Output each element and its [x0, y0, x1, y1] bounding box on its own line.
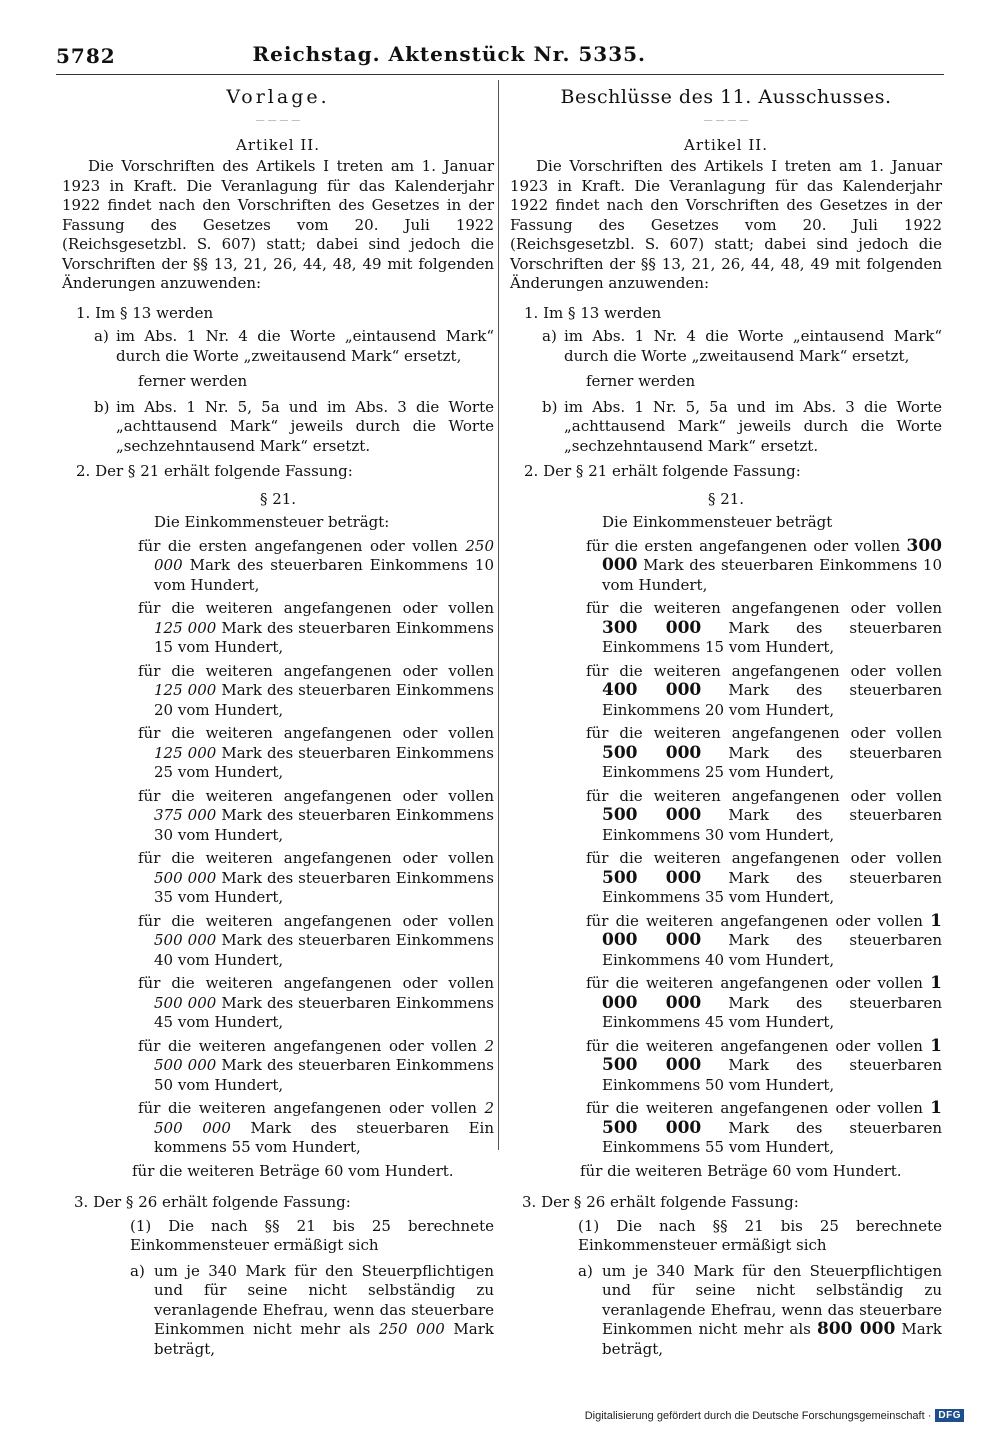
item-3a	[578, 1262, 942, 1360]
bracket-text-post: Mark des steuerbaren Einkommens 30 vom Hundert,	[154, 806, 494, 844]
bracket-amount: 2 500 000	[154, 1036, 494, 1074]
bracket-amount: 125 000	[154, 743, 217, 762]
bracket-text-post: Mark des steuerbaren Einkommens 35 vom Hundert,	[602, 868, 942, 906]
right-column	[510, 88, 942, 1359]
column-title: Vorlage.	[226, 86, 330, 108]
bracket-amount: 1 000 000	[602, 910, 942, 950]
tax-bracket	[586, 912, 942, 971]
bracket-text-post: Mark des steuerbaren Einkommens 50 vom Hundert,	[154, 1056, 494, 1094]
ferner-line: ferner werden	[138, 372, 248, 390]
bracket-amount: 125 000	[154, 618, 217, 637]
bracket-text-pre: für die weiteren angefangenen oder vollen	[586, 911, 931, 930]
tax-bracket	[138, 849, 494, 908]
tax-bracket	[586, 724, 942, 783]
bracket-text-post: Mark des steuerbaren Einkommens 25 vom Hundert,	[602, 743, 942, 781]
bracket-text-pre: für die ersten angefangenen oder vollen	[138, 536, 466, 555]
item-text	[154, 1262, 494, 1360]
bracket-text-post: Mark des steuerbaren Einkommens 15 vom Hundert,	[602, 618, 942, 656]
left-column	[62, 88, 494, 1359]
section-heading: § 21.	[259, 489, 297, 508]
bracket-text-post: Mark des steuerbaren Einkommens 20 vom Hundert,	[154, 681, 494, 719]
bracket-text-pre: für die weiteren angefangenen oder vollen	[586, 599, 942, 617]
bracket-amount: 250 000	[154, 536, 494, 574]
bracket-text-post: Mark des steuerbaren Einkommens 10 vom Hundert,	[154, 556, 494, 594]
item-marker: a)	[578, 1261, 593, 1280]
tax-bracket	[138, 599, 494, 658]
bracket-amount: 1 500 000	[602, 1098, 942, 1138]
tax-intro: Die Einkommensteuer beträgt	[602, 513, 833, 531]
section-heading: § 21.	[707, 489, 745, 508]
bracket-text-pre: für die weiteren angefangenen oder vollen	[138, 661, 494, 680]
item-text	[602, 1262, 942, 1360]
tax-bracket	[138, 912, 494, 971]
amount: 250 000	[378, 1320, 445, 1338]
header-rule	[56, 74, 944, 75]
item-text-pre: um je 340 Mark für den Steuerpflichtigen und für seine nicht selbständig zu veranlagende Ehefrau, wenn das steuerbare Einkommen nicht mehr als	[602, 1261, 942, 1338]
item-1b	[94, 398, 494, 457]
digitization-credit	[585, 1409, 964, 1422]
bracket-text-post: Mark des steuerbaren Einkommens 25 vom Hundert,	[154, 743, 494, 781]
bracket-text-pre: für die weiteren angefangenen oder vollen	[586, 661, 942, 680]
item-marker: a)	[542, 327, 557, 345]
artikel-heading: Artikel II.	[684, 135, 768, 154]
item-3: 3. Der § 26 erhält folgende Fassung:	[522, 1193, 799, 1211]
item-3-1: (1) Die nach §§ 21 bis 25 berechnete Einkommensteuer ermäßigt sich	[130, 1216, 494, 1254]
tax-bracket	[138, 1099, 494, 1158]
column-divider	[498, 80, 499, 1150]
bracket-text-pre: für die weiteren angefangenen oder vollen	[138, 1099, 485, 1117]
tax-brackets	[510, 537, 942, 1158]
item-3-1: (1) Die nach §§ 21 bis 25 berechnete Einkommensteuer ermäßigt sich	[578, 1216, 942, 1254]
bracket-text-post: Mark des steuerbaren Einkommens 20 vom Hundert,	[602, 681, 942, 719]
tax-bracket	[586, 849, 942, 908]
bracket-text-post: Mark des steuerbaren Einkommens 35 vom Hundert,	[154, 868, 494, 906]
bracket-text-post: Mark des steuerbaren Einkommens 55 vom Hundert,	[602, 1118, 942, 1156]
item-text: im Abs. 1 Nr. 5, 5a und im Abs. 3 die Worte „achttausend Mark“ jeweils durch die Worte „sechzehntausend Mark“ ersetzt.	[116, 397, 494, 455]
item-1: 1. Im § 13 werden	[524, 303, 662, 322]
bracket-text-pre: für die weiteren angefangenen oder vollen	[138, 724, 494, 742]
bracket-amount: 300 000	[602, 617, 702, 638]
item-marker: a)	[130, 1261, 145, 1280]
bracket-amount: 500 000	[154, 993, 217, 1012]
bracket-text-post: Mark des steuerbaren Einkommens 50 vom Hundert,	[602, 1056, 942, 1094]
item-marker: a)	[94, 327, 109, 345]
tax-bracket	[586, 599, 942, 658]
item-3: 3. Der § 26 erhält folgende Fassung:	[74, 1193, 351, 1211]
bracket-text-post: Mark des steuerbaren Einkommens 30 vom Hundert,	[602, 806, 942, 844]
tax-brackets	[62, 537, 494, 1158]
bracket-amount: 1 500 000	[602, 1035, 942, 1075]
item-text: im Abs. 1 Nr. 5, 5a und im Abs. 3 die Worte „achttausend Mark“ jeweils durch die Worte „sechzehntausend Mark“ ersetzt.	[564, 397, 942, 455]
item-text-post: Mark beträgt,	[602, 1320, 942, 1358]
bracket-text-pre: für die weiteren angefangenen oder vollen	[138, 786, 494, 805]
bracket-text-pre: für die weiteren angefangenen oder vollen	[138, 599, 494, 617]
amount: 800 000	[817, 1319, 896, 1339]
intro-paragraph: Die Vorschriften des Artikels I treten am 1. Januar 1923 in Kraft. Die Veranlagung für das Kalenderjahr 1922 findet nach den Vorschriften des Gesetzes in der Fassung des Gesetzes vom 20. Juli 1922 (Reichsgesetzbl. S. 607) statt; dabei sind jedoch die Vorschriften der §§ 13, 21, 26, 44, 48, 49 mit folgenden Änderungen anzuwenden:	[510, 157, 942, 292]
item-marker: b)	[542, 397, 558, 416]
intro-paragraph: Die Vorschriften des Artikels I treten am 1. Januar 1923 in Kraft. Die Veranlagung für das Kalenderjahr 1922 findet nach den Vorschriften des Gesetzes in der Fassung des Gesetzes vom 20. Juli 1922 (Reichsgesetzbl. S. 607) statt; dabei sind jedoch die Vorschriften der §§ 13, 21, 26, 44, 48, 49 mit folgenden Änderungen anzuwenden:	[62, 157, 494, 292]
page-header	[56, 38, 646, 78]
tax-bracket	[138, 724, 494, 783]
bracket-text-pre: für die weiteren angefangenen oder vollen	[586, 974, 931, 992]
tax-intro: Die Einkommensteuer beträgt:	[154, 513, 390, 531]
bracket-text-post: Mark des steuerbaren Einkommens 40 vom Hundert,	[602, 931, 942, 969]
item-text-pre: um je 340 Mark für den Steuerpflichtigen und für seine nicht selbständig zu veranlagende Ehefrau, wenn das steuerbare Einkommen nicht mehr als	[154, 1261, 494, 1338]
item-3a	[130, 1262, 494, 1360]
tax-bracket	[586, 1099, 942, 1158]
bracket-text-pre: für die weiteren angefangenen oder vollen	[138, 849, 494, 867]
tax-bracket	[586, 787, 942, 846]
tax-bracket	[138, 537, 494, 596]
column-title: Beschlüsse des 11. Ausschusses.	[560, 86, 892, 108]
item-1a	[542, 327, 942, 366]
tax-bracket	[138, 662, 494, 721]
bracket-text-pre: für die ersten angefangenen oder vollen	[586, 536, 907, 555]
bracket-text-pre: für die weiteren angefangenen oder vollen	[138, 974, 494, 992]
tax-bracket	[586, 974, 942, 1033]
bracket-amount: 1 000 000	[602, 973, 942, 1013]
item-text-post: Mark beträgt,	[154, 1320, 494, 1358]
tax-bracket	[138, 1037, 494, 1096]
bracket-amount: 500 000	[602, 805, 702, 825]
bracket-amount: 300 000	[602, 535, 942, 575]
bracket-amount: 500 000	[602, 867, 702, 888]
artikel-heading: Artikel II.	[236, 135, 320, 154]
item-marker: b)	[94, 397, 110, 416]
final-bracket: für die weiteren Beträge 60 vom Hundert.	[580, 1161, 902, 1180]
bracket-text-pre: für die weiteren angefangenen oder vollen	[586, 849, 942, 867]
bracket-text-post: Mark des steuerbaren Einkommens 15 vom Hundert,	[154, 618, 494, 656]
page-number: 5782	[56, 44, 116, 68]
dfg-logo: DFG	[935, 1409, 964, 1422]
item-2: 2. Der § 21 erhält folgende Fassung:	[524, 462, 801, 480]
tax-bracket	[586, 537, 942, 596]
bracket-text-post: Mark des steuerbaren Ein kommens 55 vom Hundert,	[154, 1118, 494, 1156]
bracket-text-pre: für die weiteren angefangenen oder vollen	[138, 911, 494, 930]
bracket-text-pre: für die weiteren angefangenen oder vollen	[586, 724, 942, 742]
credit-text: Digitalisierung gefördert durch die Deutsche Forschungsgemeinschaft ·	[584, 1409, 932, 1422]
bracket-text-pre: für die weiteren angefangenen oder vollen	[138, 1036, 485, 1055]
item-text: im Abs. 1 Nr. 4 die Worte „eintausend Mark“ durch die Worte „zweitausend Mark“ ersetzt,	[564, 327, 942, 365]
bracket-text-pre: für die weiteren angefangenen oder vollen	[586, 1036, 931, 1055]
item-1b	[542, 398, 942, 457]
bracket-text-post: Mark des steuerbaren Einkommens 45 vom Hundert,	[154, 993, 494, 1031]
ferner-line: ferner werden	[586, 372, 696, 390]
bracket-text-pre: für die weiteren angefangenen oder vollen	[586, 786, 942, 805]
bracket-amount: 500 000	[154, 931, 217, 949]
bracket-amount: 500 000	[154, 868, 217, 887]
tax-bracket	[586, 662, 942, 721]
title-ornament: — — — —	[703, 115, 749, 126]
bracket-text-pre: für die weiteren angefangenen oder vollen	[586, 1099, 931, 1117]
final-bracket: für die weiteren Beträge 60 vom Hundert.	[132, 1161, 454, 1180]
item-2: 2. Der § 21 erhält folgende Fassung:	[76, 462, 353, 480]
title-ornament: — — — —	[255, 115, 301, 126]
bracket-amount: 125 000	[154, 681, 217, 699]
page-running-title: Reichstag. Aktenstück Nr. 5335.	[252, 42, 646, 66]
item-text: im Abs. 1 Nr. 4 die Worte „eintausend Mark“ durch die Worte „zweitausend Mark“ ersetzt,	[116, 327, 494, 365]
bracket-amount: 2 500 000	[154, 1099, 494, 1137]
bracket-text-post: Mark des steuerbaren Einkommens 10 vom Hundert,	[602, 556, 942, 594]
tax-bracket	[138, 974, 494, 1033]
bracket-amount: 375 000	[154, 806, 217, 824]
bracket-amount: 400 000	[602, 680, 702, 700]
bracket-text-post: Mark des steuerbaren Einkommens 45 vom Hundert,	[602, 993, 942, 1031]
bracket-text-post: Mark des steuerbaren Einkommens 40 vom Hundert,	[154, 931, 494, 969]
bracket-amount: 500 000	[602, 742, 702, 763]
tax-bracket	[586, 1037, 942, 1096]
item-1a	[94, 327, 494, 366]
tax-bracket	[138, 787, 494, 846]
item-1: 1. Im § 13 werden	[76, 303, 214, 322]
